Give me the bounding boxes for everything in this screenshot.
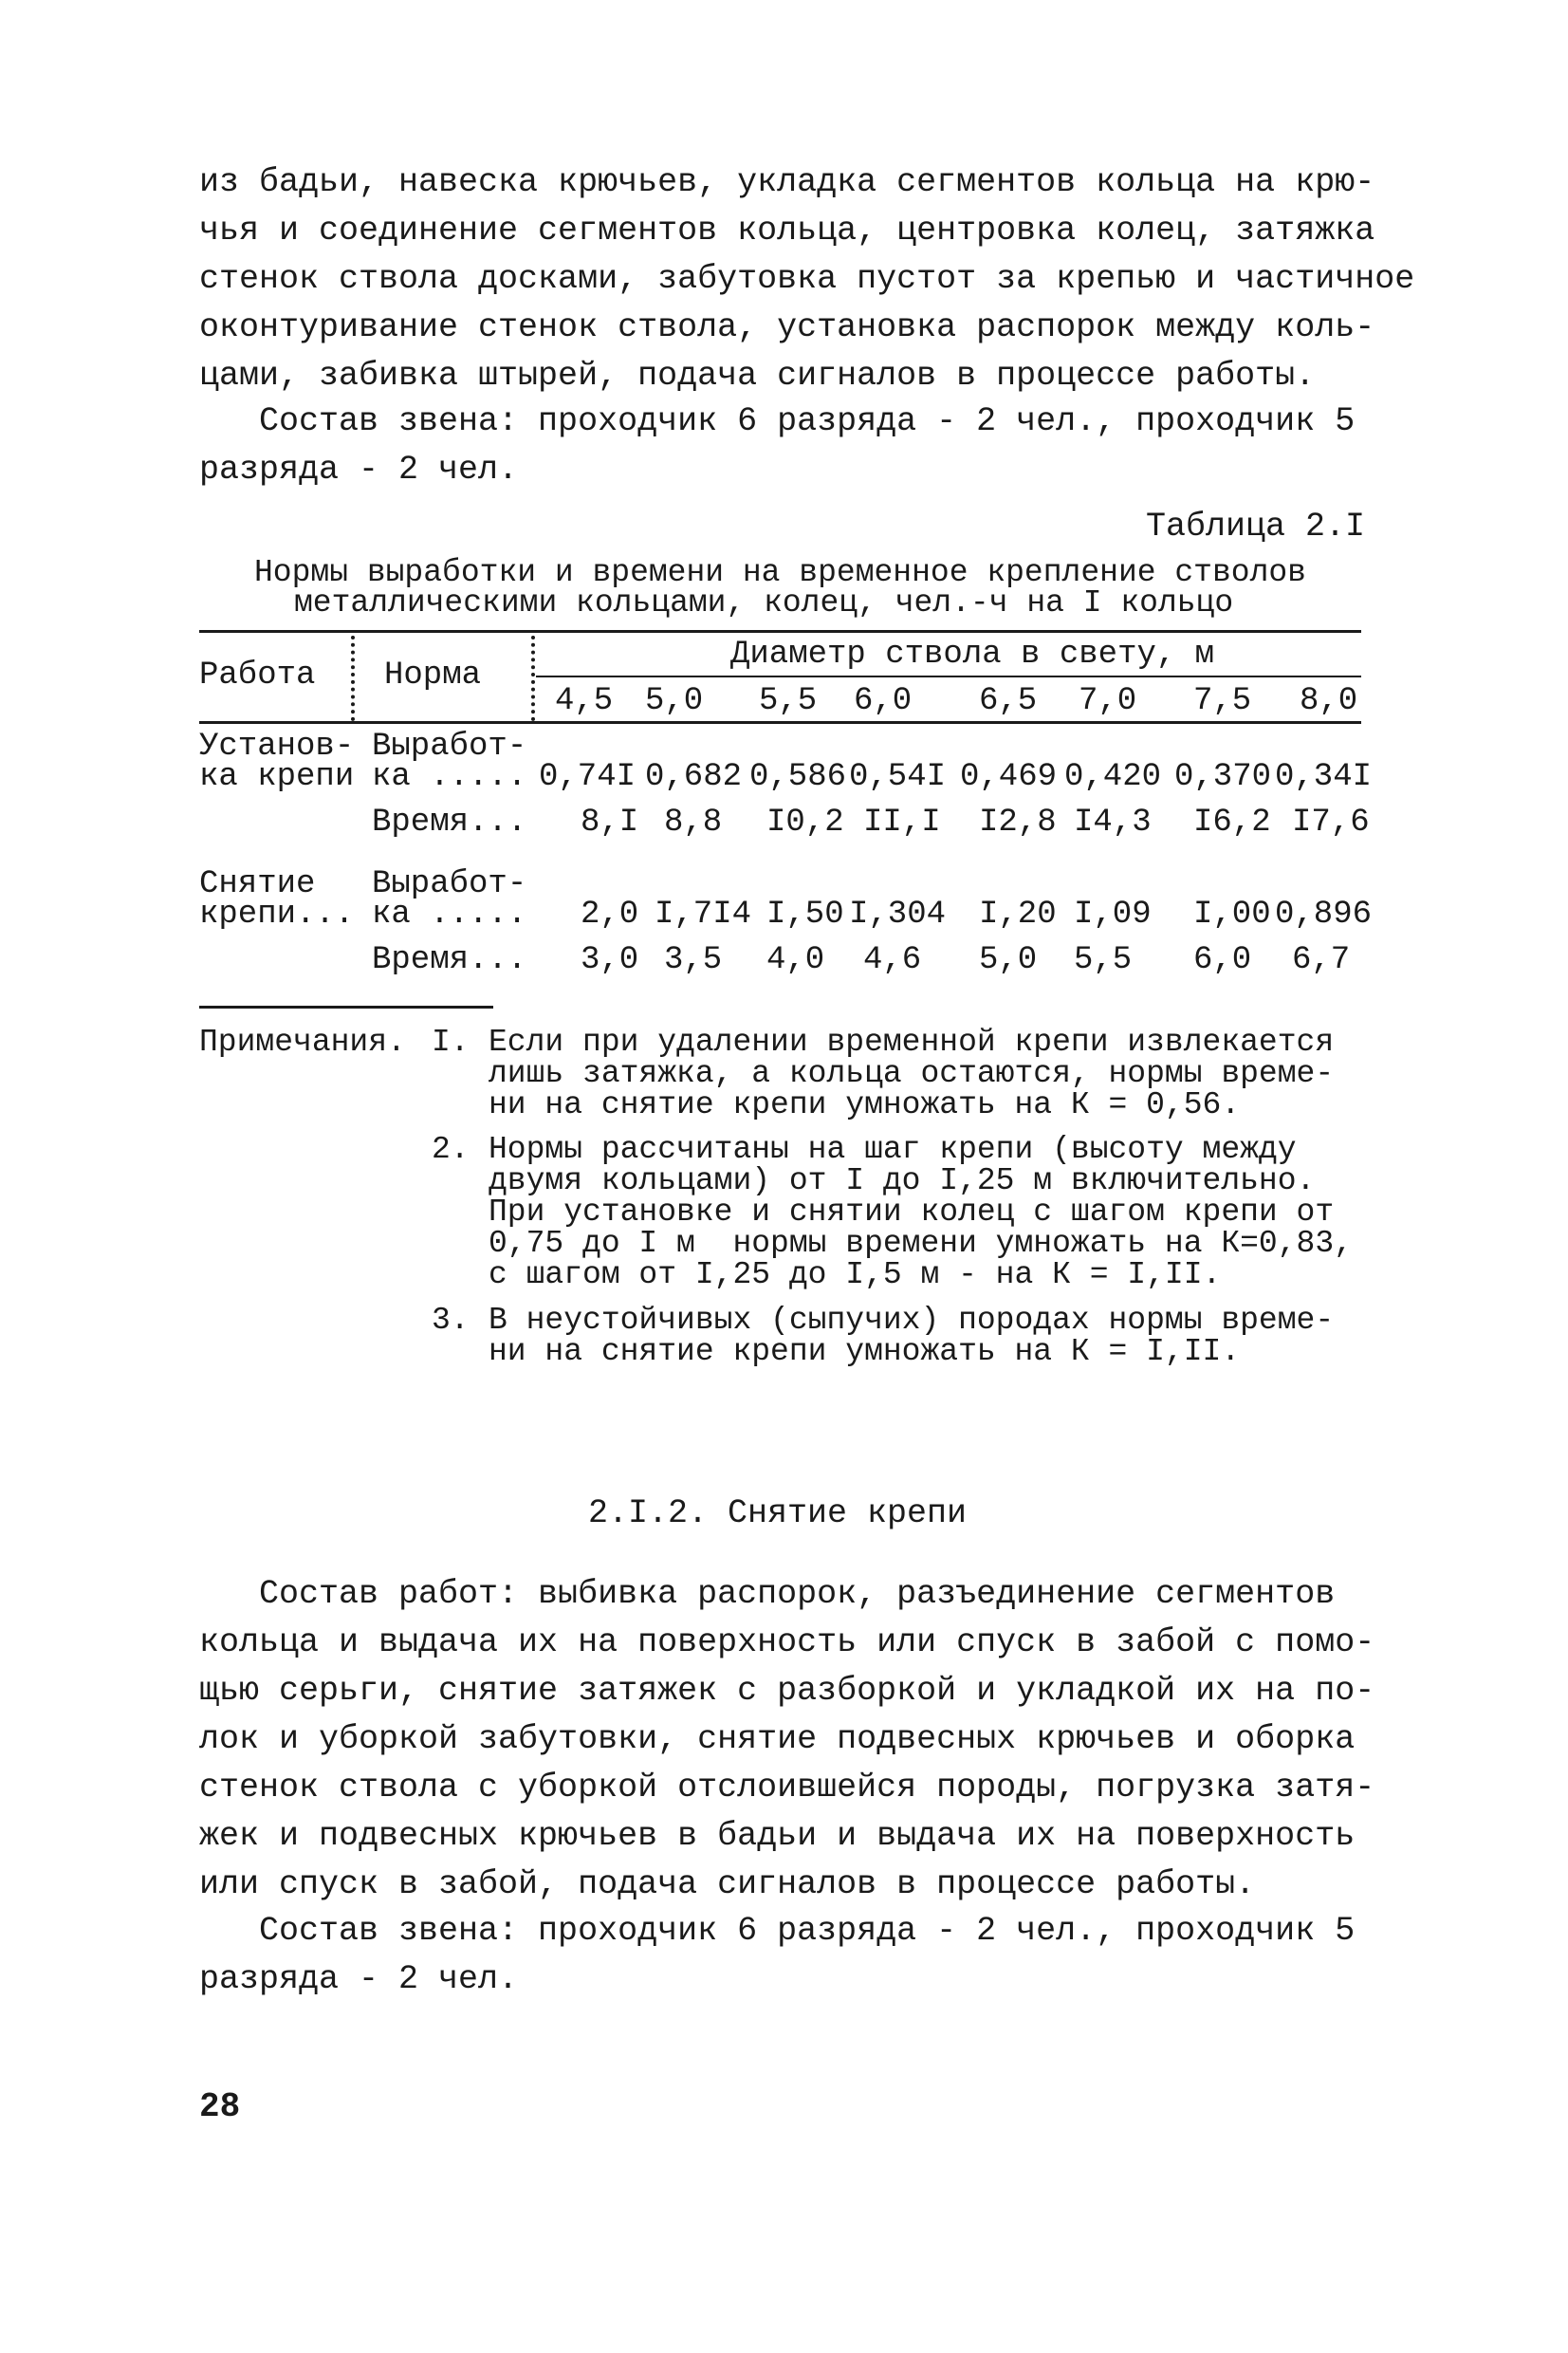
table-cell: I,00 (1193, 897, 1271, 933)
table-top-rule (199, 630, 1361, 633)
table-cell: I4,3 (1074, 805, 1152, 841)
table-cell: 3,0 (581, 942, 639, 978)
table-row-output-label: Выработ- (372, 866, 527, 902)
note-line: В неустойчивых (сыпучих) породах нормы време- (489, 1303, 1335, 1338)
table-header-norm: Норма (384, 658, 482, 694)
table-cell: 0,469 (960, 759, 1058, 795)
paragraph-work-composition-2 (199, 1570, 1375, 1909)
table-header-work: Работа (199, 658, 316, 694)
table-cell: I,09 (1074, 897, 1152, 933)
table-cell: I,50 (766, 897, 844, 933)
table-header-rule (199, 721, 1361, 724)
note-line: ни на снятие крепи умножать на К = I,II. (489, 1334, 1241, 1369)
table-cell: I0,2 (766, 805, 844, 841)
table-row-output-label: ка ..... (372, 897, 527, 933)
table-cell: I,20 (979, 897, 1057, 933)
text-line: кольца и выдача их на поверхность или спуск в забой с помо- (199, 1623, 1375, 1661)
text-line: чья и соединение сегментов кольца, центровка колец, затяжка (199, 212, 1375, 250)
table-bottom-rule (199, 1006, 493, 1009)
text-line: разряда - 2 чел. (199, 1960, 519, 1998)
table-cell: 0,586 (749, 759, 847, 795)
text-line: лок и уборкой забутовки, снятие подвесных крючьев и оборка (199, 1720, 1356, 1758)
table-cell: I2,8 (979, 805, 1057, 841)
table-title-line-2: металлическими кольцами, колец, чел.-ч на I кольцо (294, 585, 1234, 621)
table-cell: 8,8 (664, 805, 723, 841)
note-line: двумя кольцами) от I до I,25 м включительно. (489, 1163, 1316, 1198)
notes-label: Примечания. (199, 1025, 406, 1060)
text-line: Состав звена: проходчик 6 разряда - 2 чел., проходчик 5 (199, 402, 1356, 440)
section-heading: 2.I.2. Снятие крепи (588, 1494, 968, 1532)
table-row-time-label: Время... (372, 942, 527, 978)
table-cell: 8,I (581, 805, 639, 841)
table-row-output-label: Выработ- (372, 729, 527, 765)
table-cell: 4,0 (766, 942, 825, 978)
table-header-col: 5,0 (645, 683, 704, 719)
table-cell: 0,420 (1064, 759, 1162, 795)
table-cell: 0,370 (1174, 759, 1272, 795)
table-cell: 6,0 (1193, 942, 1252, 978)
text-line: жек и подвесных крючьев в бадьи и выдача их на поверхность (199, 1817, 1356, 1855)
table-column-separator (351, 636, 360, 721)
table-cell: I6,2 (1193, 805, 1271, 841)
table-cell: 0,54I (849, 759, 947, 795)
text-line: оконтуривание стенок ствола, установка распорок между коль- (199, 308, 1375, 346)
page-number: 28 (199, 2087, 241, 2126)
table-cell: 3,5 (664, 942, 723, 978)
note-line: Если при удалении временной крепи извлекается (489, 1025, 1335, 1060)
table-header-col: 6,0 (854, 683, 913, 719)
table-cell: 6,7 (1292, 942, 1351, 978)
table-header-subrule (536, 676, 1361, 677)
table-header-col: 6,5 (979, 683, 1038, 719)
text-line: Состав работ: выбивка распорок, разъединение сегментов (199, 1575, 1336, 1613)
table-cell: 2,0 (581, 897, 639, 933)
text-line: щью серьги, снятие затяжек с разборкой и укладкой их на по- (199, 1672, 1375, 1710)
table-row-work-line: Снятие (199, 866, 316, 902)
table-row-time-label: Время... (372, 805, 527, 841)
paragraph-crew-composition-2 (199, 1907, 1356, 2004)
note-number: 2. (432, 1132, 470, 1167)
paragraph-crew-composition-1 (199, 398, 1356, 494)
note-number: 3. (432, 1303, 470, 1338)
table-cell: I,304 (849, 897, 947, 933)
note-number: I. (432, 1025, 470, 1060)
note-line: 0,75 до I м нормы времени умножать на К=0,83, (489, 1226, 1353, 1261)
table-header-col: 7,0 (1079, 683, 1137, 719)
text-line: или спуск в забой, подача сигналов в процессе работы. (199, 1865, 1256, 1903)
table-row-work-line: крепи... (199, 897, 355, 933)
table-title-line-1: Нормы выработки и времени на временное крепление стволов (254, 555, 1306, 590)
table-cell: 0,34I (1275, 759, 1373, 795)
table-header-col: 8,0 (1300, 683, 1358, 719)
table-cell: 4,6 (863, 942, 922, 978)
table-cell: 0,74I (539, 759, 636, 795)
note-line: Нормы рассчитаны на шаг крепи (высоту между (489, 1132, 1297, 1167)
table-row-output-label: ка ..... (372, 759, 527, 795)
note-line: При установке и снятии колец с шагом крепи от (489, 1195, 1335, 1230)
text-line: стенок ствола досками, забутовка пустот за крепью и частичное (199, 260, 1415, 298)
table-cell: 0,896 (1275, 897, 1373, 933)
text-line: из бадьи, навеска крючьев, укладка сегментов кольца на крю- (199, 163, 1375, 201)
table-header-col: 4,5 (555, 683, 614, 719)
table-header-diameter: Диаметр ствола в свету, м (730, 637, 1215, 673)
table-cell: 5,0 (979, 942, 1038, 978)
table-header-col: 7,5 (1193, 683, 1252, 719)
table-cell: 5,5 (1074, 942, 1133, 978)
table-cell: I,7I4 (655, 897, 752, 933)
table-row-work-line: Установ- (199, 729, 355, 765)
table-column-separator (531, 636, 541, 721)
table-cell: II,I (863, 805, 941, 841)
note-line: с шагом от I,25 до I,5 м - на К = I,II. (489, 1257, 1222, 1292)
table-cell: 0,682 (645, 759, 743, 795)
table-header-col: 5,5 (759, 683, 818, 719)
note-line: лишь затяжка, а кольца остаются, нормы време- (489, 1056, 1335, 1091)
table-number: Таблица 2.I (1146, 508, 1366, 546)
table-row-work-line: ка крепи (199, 759, 355, 795)
text-line: Состав звена: проходчик 6 разряда - 2 чел., проходчик 5 (199, 1912, 1356, 1950)
table-cell: I7,6 (1292, 805, 1370, 841)
text-line: разряда - 2 чел. (199, 451, 519, 489)
text-line: цами, забивка штырей, подача сигналов в процессе работы. (199, 357, 1316, 395)
note-line: ни на снятие крепи умножать на К = 0,56. (489, 1087, 1241, 1122)
paragraph-work-composition-1 (199, 158, 1415, 400)
text-line: стенок ствола с уборкой отслоившейся породы, погрузка затя- (199, 1769, 1375, 1806)
